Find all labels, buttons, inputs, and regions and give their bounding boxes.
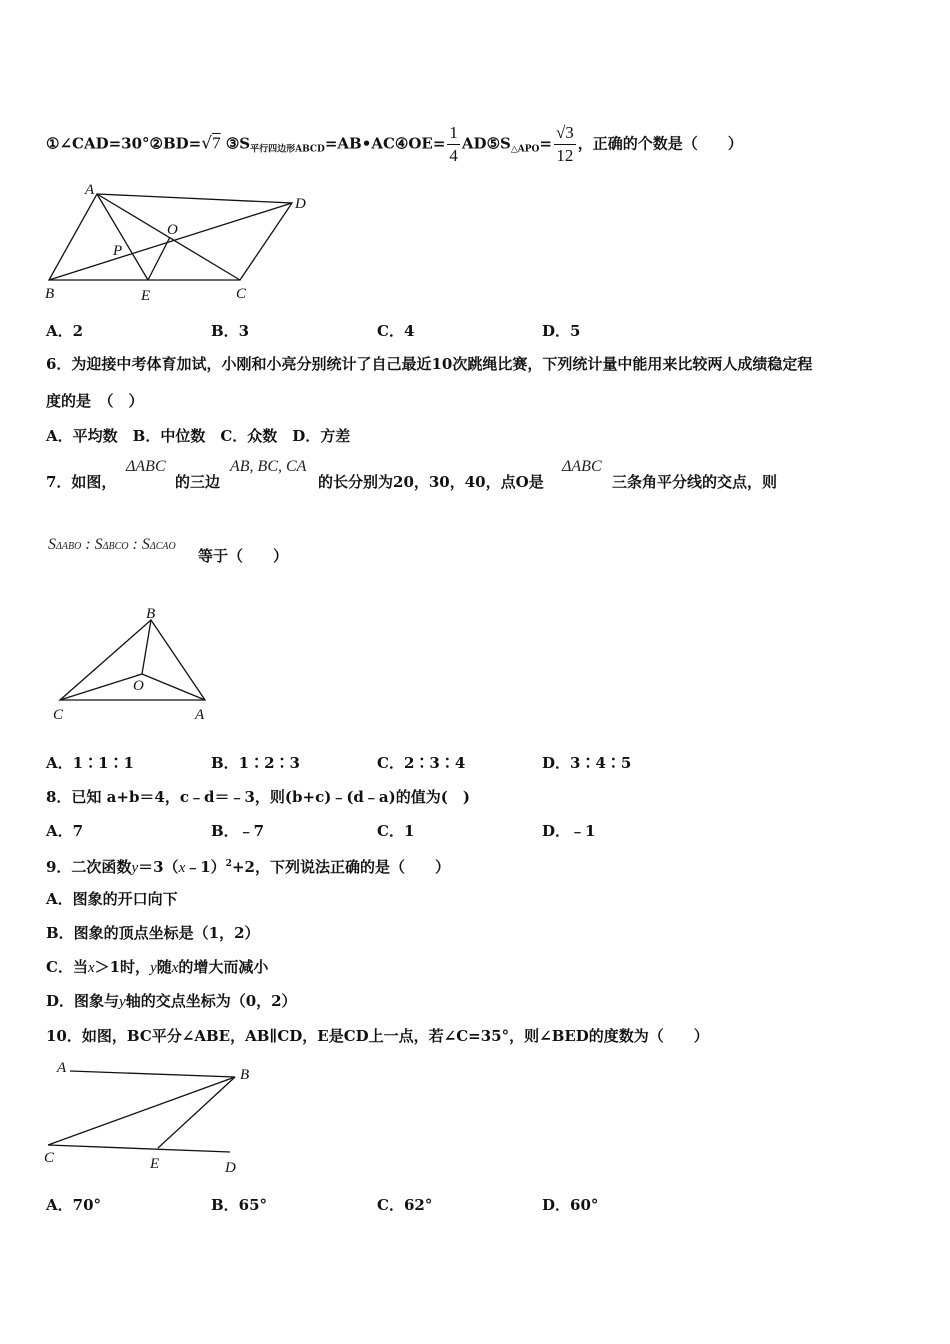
q7-option-a[interactable]: A．1∶1∶1: [46, 754, 134, 772]
q7-option-d[interactable]: D．3∶4∶5: [542, 754, 632, 772]
q8-option-c[interactable]: C．1: [377, 822, 415, 840]
q6-stem-line1: 6．为迎接中考体育加试，小刚和小亮分别统计了自己最近10次跳绳比赛，下列统计量中能用来比较两人成绩稳定程: [46, 355, 813, 373]
q7-area-ratio: SΔABO : SΔBCO : SΔCAO: [48, 536, 176, 553]
label-O: O: [167, 222, 178, 238]
q8-option-a[interactable]: A．7: [46, 822, 84, 840]
q5-option-a[interactable]: A．2: [46, 322, 84, 340]
label-A: A: [85, 182, 95, 198]
segment-CO: [60, 674, 142, 700]
q8-stem: 8．已知 a+b＝4，c﹣d＝﹣3，则(b+c)﹣(d﹣a)的值为( ): [46, 788, 470, 806]
q9-option-b[interactable]: B．图象的顶点坐标是（1，2）: [46, 924, 260, 942]
sqrt-icon: √: [201, 133, 213, 154]
segment-CB: [48, 1077, 235, 1145]
label-D: D: [295, 196, 306, 212]
label-A: A: [195, 707, 205, 723]
q7-stem-t4: 等于（ ）: [198, 547, 289, 565]
label-C: C: [236, 286, 247, 302]
q5-option-d[interactable]: D．5: [542, 322, 581, 340]
q6-options[interactable]: A．平均数 B．中位数 C．众数 D．方差: [46, 427, 351, 445]
q9-stem: 9．二次函数y＝3（x﹣1）$^2$+2，下列说法正确的是（ ）: [46, 858, 450, 876]
label-E: E: [150, 1156, 160, 1172]
label-E: E: [141, 288, 151, 304]
q10-option-b[interactable]: B．65°: [211, 1196, 268, 1214]
fraction-one-quarter: $\frac{1}{4}$: [449, 123, 458, 165]
q8-option-d[interactable]: D．﹣1: [542, 822, 596, 840]
q9-option-d[interactable]: D．图象与y轴的交点坐标为（0，2）: [46, 992, 297, 1010]
label-B: B: [146, 606, 156, 622]
q7-option-b[interactable]: B．1∶2∶3: [211, 754, 300, 772]
segment-BO: [142, 620, 151, 674]
q7-triangle-abc-2: ΔABC: [562, 458, 602, 475]
segment-EB: [158, 1077, 235, 1148]
label-O: O: [133, 678, 144, 694]
q7-sides: AB, BC, CA: [230, 458, 307, 475]
label-P: P: [113, 243, 123, 259]
q7-option-c[interactable]: C．2∶3∶4: [377, 754, 466, 772]
label-D: D: [225, 1160, 236, 1176]
q6-stem-line2: 度的是 （ ）: [46, 392, 144, 410]
label-A: A: [57, 1060, 67, 1076]
q10-option-a[interactable]: A．70°: [46, 1196, 102, 1214]
line-AB: [70, 1071, 235, 1077]
q10-figure: [40, 1055, 260, 1180]
label-C: C: [44, 1150, 55, 1166]
label-B: B: [240, 1067, 250, 1083]
segment-AE: [97, 194, 148, 280]
label-B: B: [45, 286, 55, 302]
q7-triangle-abc: ΔABC: [126, 458, 166, 475]
q7-stem-t1: 的三边: [175, 473, 221, 491]
q7-stem-t3: 三条角平分线的交点，则: [612, 473, 778, 491]
q5-option-c[interactable]: C．4: [377, 322, 415, 340]
q9-option-c[interactable]: C．当x＞1时，y随x的增大而减小: [46, 958, 269, 976]
q5-stem: ①∠CAD=30°②BD=√7 $③S_{平行四边形ABCD}=AB•AC④OE=$ $\frac{1}{4}$ $AD⑤S_{\triangle APO}=$ $\frac{√3}{12}$ ，正确的个数是（ ）: [46, 123, 743, 165]
q7-stem-prefix: 7．如图，: [46, 473, 117, 491]
q7-triangle-figure: [45, 600, 220, 725]
q10-stem: 10．如图，BC平分∠ABE，AB∥CD，E是CD上一点，若∠C=35°，则∠BED的度数为（ ）: [46, 1027, 709, 1045]
q10-option-c[interactable]: C．62°: [377, 1196, 433, 1214]
q9-option-a[interactable]: A．图象的开口向下: [46, 890, 178, 908]
line-CD: [48, 1145, 230, 1152]
q8-option-b[interactable]: B．﹣7: [211, 822, 265, 840]
segment-OE: [148, 237, 170, 280]
fraction-sqrt3-over-12: $\frac{√3}{12}$: [555, 123, 574, 165]
q5-parallelogram-figure: [40, 180, 320, 305]
q5-option-b[interactable]: B．3: [211, 322, 250, 340]
label-C: C: [53, 707, 64, 723]
q7-stem-t2: 的长分别为20，30，40，点O是: [318, 473, 544, 491]
q10-option-d[interactable]: D．60°: [542, 1196, 599, 1214]
